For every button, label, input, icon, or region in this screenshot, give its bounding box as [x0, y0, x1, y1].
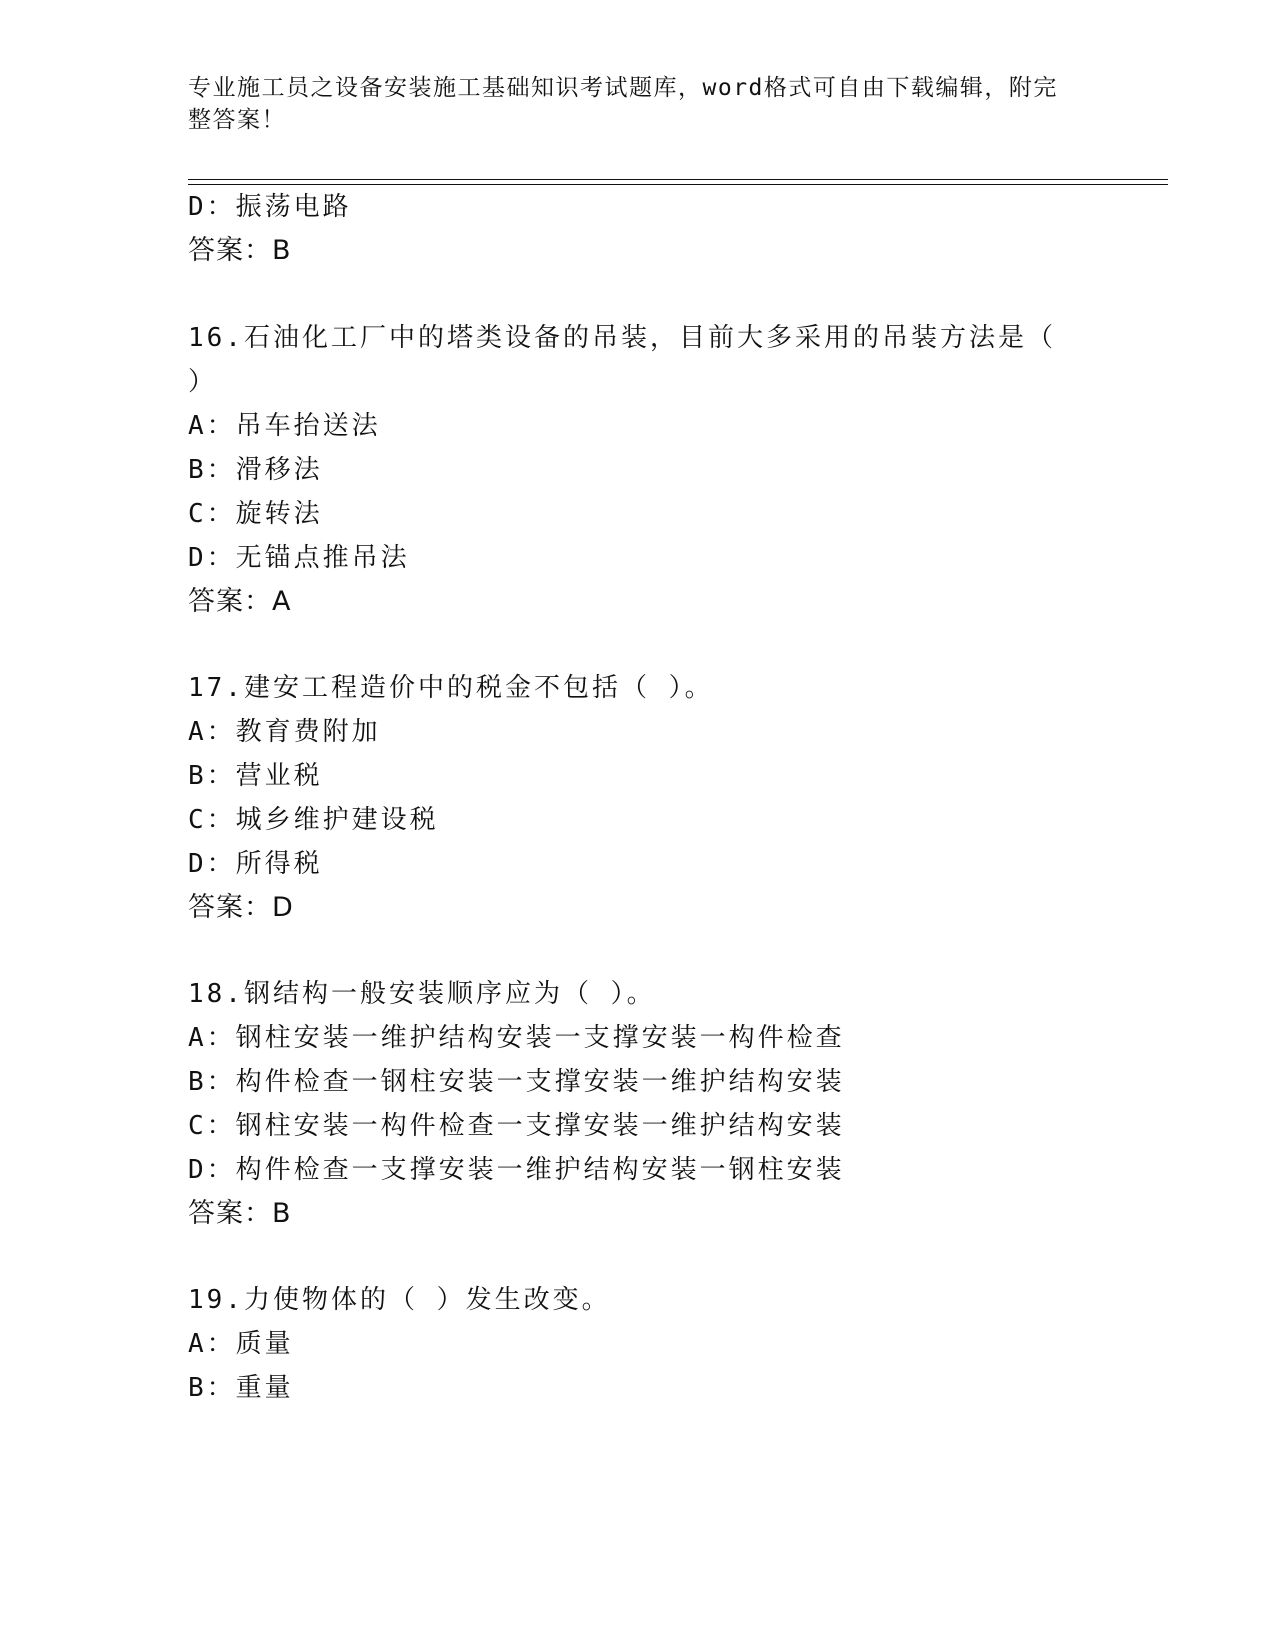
q17-option-c: C：城乡维护建设税 [188, 805, 439, 835]
q18-option-d: D：构件检查一支撑安装一维护结构安装一钢柱安装 [188, 1155, 845, 1185]
q16-stem-line-2: ） [188, 367, 218, 397]
q16-option-b: B：滑移法 [188, 455, 323, 485]
q17-option-d: D：所得税 [188, 849, 323, 879]
q16-option-a: A：吊车抬送法 [188, 411, 381, 441]
document-header [188, 72, 1068, 136]
q19-stem: 19.力使物体的（ ）发生改变。 [188, 1285, 611, 1315]
q19-option-a: A：质量 [188, 1329, 294, 1359]
q19-option-b: B：重量 [188, 1373, 294, 1403]
q17-answer: 答案：D [188, 892, 294, 923]
q18-option-c: C：钢柱安装一构件检查一支撑安装一维护结构安装 [188, 1111, 845, 1141]
header-line-1: 专业施工员之设备安装施工基础知识考试题库，word格式可自由下载编辑，附完 [188, 75, 1058, 101]
header-divider-top [188, 179, 1168, 180]
q15-answer: 答案：B [188, 235, 292, 266]
q18-stem: 18.钢结构一般安装顺序应为（ ）。 [188, 979, 656, 1009]
q17-option-b: B：营业税 [188, 761, 323, 791]
q17-option-a: A：教育费附加 [188, 717, 381, 747]
header-line-2: 整答案！ [188, 107, 286, 133]
header-divider-bottom [188, 184, 1168, 185]
q15-option-d: D：振荡电路 [188, 192, 352, 222]
q16-option-d: D：无锚点推吊法 [188, 543, 410, 573]
q17-stem: 17.建安工程造价中的税金不包括（ ）。 [188, 673, 714, 703]
q16-answer: 答案：A [188, 586, 292, 617]
q16-option-c: C：旋转法 [188, 499, 323, 529]
q18-answer: 答案：B [188, 1198, 292, 1229]
q16-stem-line-1: 16.石油化工厂中的塔类设备的吊装，目前大多采用的吊装方法是（ [188, 323, 1056, 353]
q18-option-b: B：构件检查一钢柱安装一支撑安装一维护结构安装 [188, 1067, 845, 1097]
q18-option-a: A：钢柱安装一维护结构安装一支撑安装一构件检查 [188, 1023, 845, 1053]
